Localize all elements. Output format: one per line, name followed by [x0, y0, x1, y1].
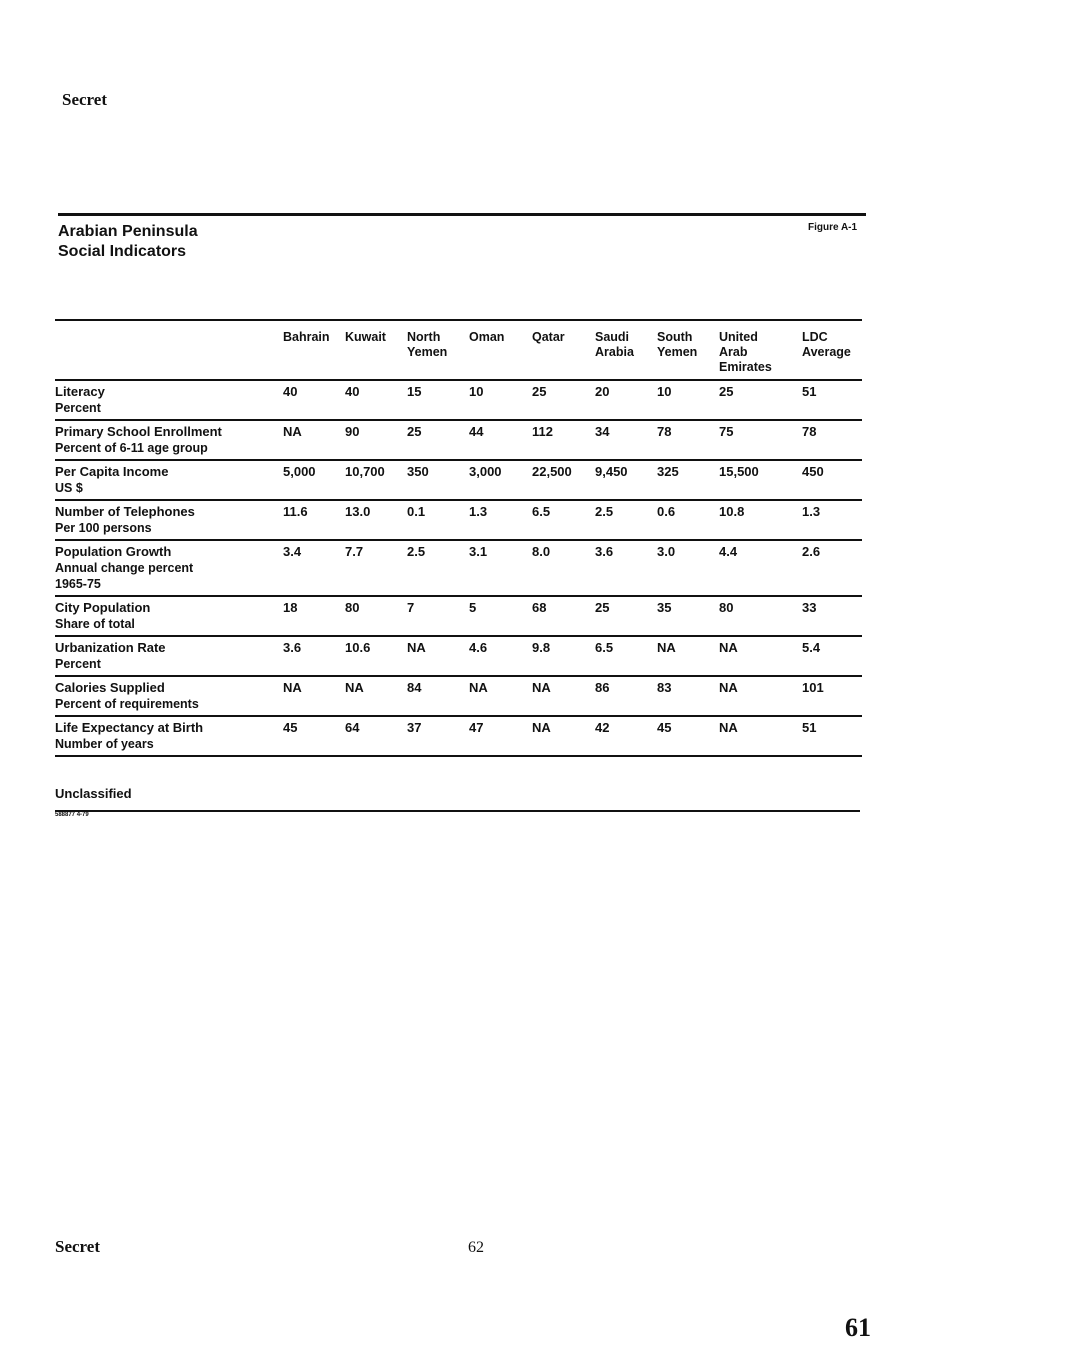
figure-code: 588877 4-79 — [55, 812, 89, 818]
value-cell: 51 — [802, 384, 817, 399]
indicator-unit: US $ — [55, 481, 83, 495]
value-cell: 3.6 — [283, 640, 302, 655]
indicator-unit: Percent of requirements — [55, 697, 199, 711]
stamped-page-number: 61 — [845, 1313, 871, 1342]
value-cell: 1.3 — [469, 504, 488, 519]
indicator-cell — [55, 716, 283, 756]
indicator-cell — [55, 636, 283, 676]
value-cell: 13.0 — [345, 504, 371, 519]
value-cell: 84 — [407, 680, 422, 695]
value-cell: 9,450 — [595, 464, 628, 479]
value-cell: 3.0 — [657, 544, 676, 559]
column-header — [407, 320, 469, 380]
table-header — [55, 320, 862, 380]
table-row — [55, 460, 862, 500]
figure-label: Figure A-1 — [808, 222, 858, 233]
value-cell: 35 — [657, 600, 672, 615]
figure-title — [58, 222, 198, 262]
table-row — [55, 676, 862, 716]
column-header — [283, 320, 345, 380]
value-cell: 2.6 — [802, 544, 821, 559]
value-cell: 25 — [595, 600, 610, 615]
value-cell: 112 — [532, 424, 553, 439]
social-indicators-table — [55, 319, 862, 757]
column-header-row — [55, 320, 862, 380]
value-cell: 7 — [407, 600, 415, 615]
value-cell: 78 — [657, 424, 672, 439]
indicator-unit: Share of total — [55, 617, 135, 631]
table-classification-marking: Unclassified — [55, 786, 132, 801]
indicator-cell — [55, 540, 283, 596]
value-cell: 86 — [595, 680, 610, 695]
column-header-line: North — [407, 330, 441, 344]
value-cell: 51 — [802, 720, 817, 735]
table-row — [55, 596, 862, 636]
value-cell: 40 — [283, 384, 298, 399]
indicator-unit: Percent — [55, 401, 101, 415]
value-cell: NA — [719, 680, 738, 695]
value-cell: 1.3 — [802, 504, 821, 519]
value-cell: NA — [532, 680, 551, 695]
value-cell: 33 — [802, 600, 817, 615]
indicator-name: Literacy — [55, 384, 105, 399]
value-cell: 325 — [657, 464, 679, 479]
indicator-name: Primary School Enrollment — [55, 424, 222, 439]
value-cell: 10 — [469, 384, 484, 399]
value-cell: NA — [719, 720, 738, 735]
figure-title-line-2: Social Indicators — [58, 243, 187, 260]
indicator-unit: Percent — [55, 657, 101, 671]
value-cell: 5 — [469, 600, 477, 615]
value-cell: 45 — [283, 720, 298, 735]
indicator-name: Urbanization Rate — [55, 640, 166, 655]
value-cell: 42 — [595, 720, 610, 735]
table-row — [55, 716, 862, 756]
indicator-header-cell — [55, 320, 283, 380]
value-cell: 101 — [802, 680, 824, 695]
column-header — [345, 320, 407, 380]
value-cell: 68 — [532, 600, 547, 615]
value-cell: 37 — [407, 720, 422, 735]
value-cell: 350 — [407, 464, 429, 479]
value-cell: NA — [657, 640, 676, 655]
value-cell: NA — [407, 640, 426, 655]
value-cell: 10,700 — [345, 464, 385, 479]
value-cell: 450 — [802, 464, 824, 479]
value-cell: 3.4 — [283, 544, 302, 559]
indicator-unit: Percent of 6-11 age group — [55, 441, 208, 455]
table-row — [55, 636, 862, 676]
column-header-line: Qatar — [532, 330, 565, 344]
value-cell: 4.6 — [469, 640, 488, 655]
column-header-line: LDC — [802, 330, 828, 344]
indicator-name: City Population — [55, 600, 151, 615]
column-header — [719, 320, 802, 380]
value-cell: 75 — [719, 424, 734, 439]
value-cell: 2.5 — [407, 544, 426, 559]
column-header — [595, 320, 657, 380]
column-header — [532, 320, 595, 380]
column-header-line: Yemen — [657, 345, 698, 359]
value-cell: 25 — [407, 424, 422, 439]
column-header-line: Kuwait — [345, 330, 386, 344]
value-cell: 22,500 — [532, 464, 572, 479]
value-cell: 15 — [407, 384, 422, 399]
column-header — [657, 320, 719, 380]
page-number: 62 — [468, 1239, 484, 1256]
value-cell: 25 — [719, 384, 734, 399]
value-cell: 6.5 — [532, 504, 551, 519]
table-body — [55, 380, 862, 756]
value-cell: NA — [532, 720, 551, 735]
bottom-rule — [55, 810, 860, 812]
value-cell: 3,000 — [469, 464, 502, 479]
table-row — [55, 420, 862, 460]
value-cell: 3.6 — [595, 544, 614, 559]
table-row — [55, 540, 862, 596]
column-header-line: Average — [802, 345, 851, 359]
indicator-cell — [55, 420, 283, 460]
column-header-line: Yemen — [407, 345, 448, 359]
value-cell: 5.4 — [802, 640, 821, 655]
figure-title-line-1: Arabian Peninsula — [58, 223, 198, 240]
value-cell: NA — [345, 680, 364, 695]
value-cell: 11.6 — [283, 504, 308, 519]
indicator-unit: Per 100 persons — [55, 521, 152, 535]
value-cell: 0.6 — [657, 504, 676, 519]
indicator-cell — [55, 676, 283, 716]
value-cell: 18 — [283, 600, 298, 615]
value-cell: NA — [469, 680, 488, 695]
table-row — [55, 500, 862, 540]
value-cell: 25 — [532, 384, 547, 399]
value-cell: 4.4 — [719, 544, 738, 559]
column-header — [802, 320, 862, 380]
indicator-cell — [55, 380, 283, 420]
value-cell: 5,000 — [283, 464, 316, 479]
indicator-name: Calories Supplied — [55, 680, 165, 695]
value-cell: 0.1 — [407, 504, 426, 519]
value-cell: 47 — [469, 720, 484, 735]
column-header-line: Oman — [469, 330, 505, 344]
value-cell: 80 — [345, 600, 360, 615]
top-classification-marking: Secret — [62, 90, 107, 109]
value-cell: NA — [283, 680, 302, 695]
value-cell: 15,500 — [719, 464, 759, 479]
value-cell: 45 — [657, 720, 672, 735]
column-header-line: United — [719, 330, 758, 344]
value-cell: 64 — [345, 720, 360, 735]
indicator-cell — [55, 596, 283, 636]
value-cell: NA — [719, 640, 738, 655]
column-header-line: South — [657, 330, 693, 344]
bottom-classification-marking: Secret — [55, 1237, 100, 1256]
indicator-name: Per Capita Income — [55, 464, 169, 479]
value-cell: 8.0 — [532, 544, 551, 559]
value-cell: 83 — [657, 680, 672, 695]
value-cell: 80 — [719, 600, 734, 615]
value-cell: 7.7 — [345, 544, 364, 559]
indicator-name: Life Expectancy at Birth — [55, 720, 204, 735]
value-cell: 10 — [657, 384, 672, 399]
value-cell: 3.1 — [469, 544, 488, 559]
value-cell: 34 — [595, 424, 610, 439]
column-header — [469, 320, 532, 380]
column-header-line: Saudi — [595, 330, 630, 344]
indicator-unit: 1965-75 — [55, 577, 101, 591]
value-cell: 78 — [802, 424, 817, 439]
value-cell: 40 — [345, 384, 360, 399]
value-cell: 6.5 — [595, 640, 614, 655]
indicator-cell — [55, 500, 283, 540]
indicator-name: Number of Telephones — [55, 504, 195, 519]
column-header-line: Bahrain — [283, 330, 330, 344]
value-cell: 10.8 — [719, 504, 745, 519]
column-header-line: Emirates — [719, 360, 772, 374]
indicator-unit: Number of years — [55, 737, 154, 751]
indicator-unit: Annual change percent — [55, 561, 194, 575]
indicator-name: Population Growth — [55, 544, 172, 559]
value-cell: 90 — [345, 424, 360, 439]
column-header-line: Arabia — [595, 345, 634, 359]
value-cell: 9.8 — [532, 640, 551, 655]
value-cell: 10.6 — [345, 640, 371, 655]
value-cell: 20 — [595, 384, 610, 399]
value-cell: NA — [283, 424, 302, 439]
value-cell: 2.5 — [595, 504, 614, 519]
column-header-line: Arab — [719, 345, 748, 359]
value-cell: 44 — [469, 424, 484, 439]
top-rule — [58, 213, 866, 216]
table-row — [55, 380, 862, 420]
indicator-cell — [55, 460, 283, 500]
